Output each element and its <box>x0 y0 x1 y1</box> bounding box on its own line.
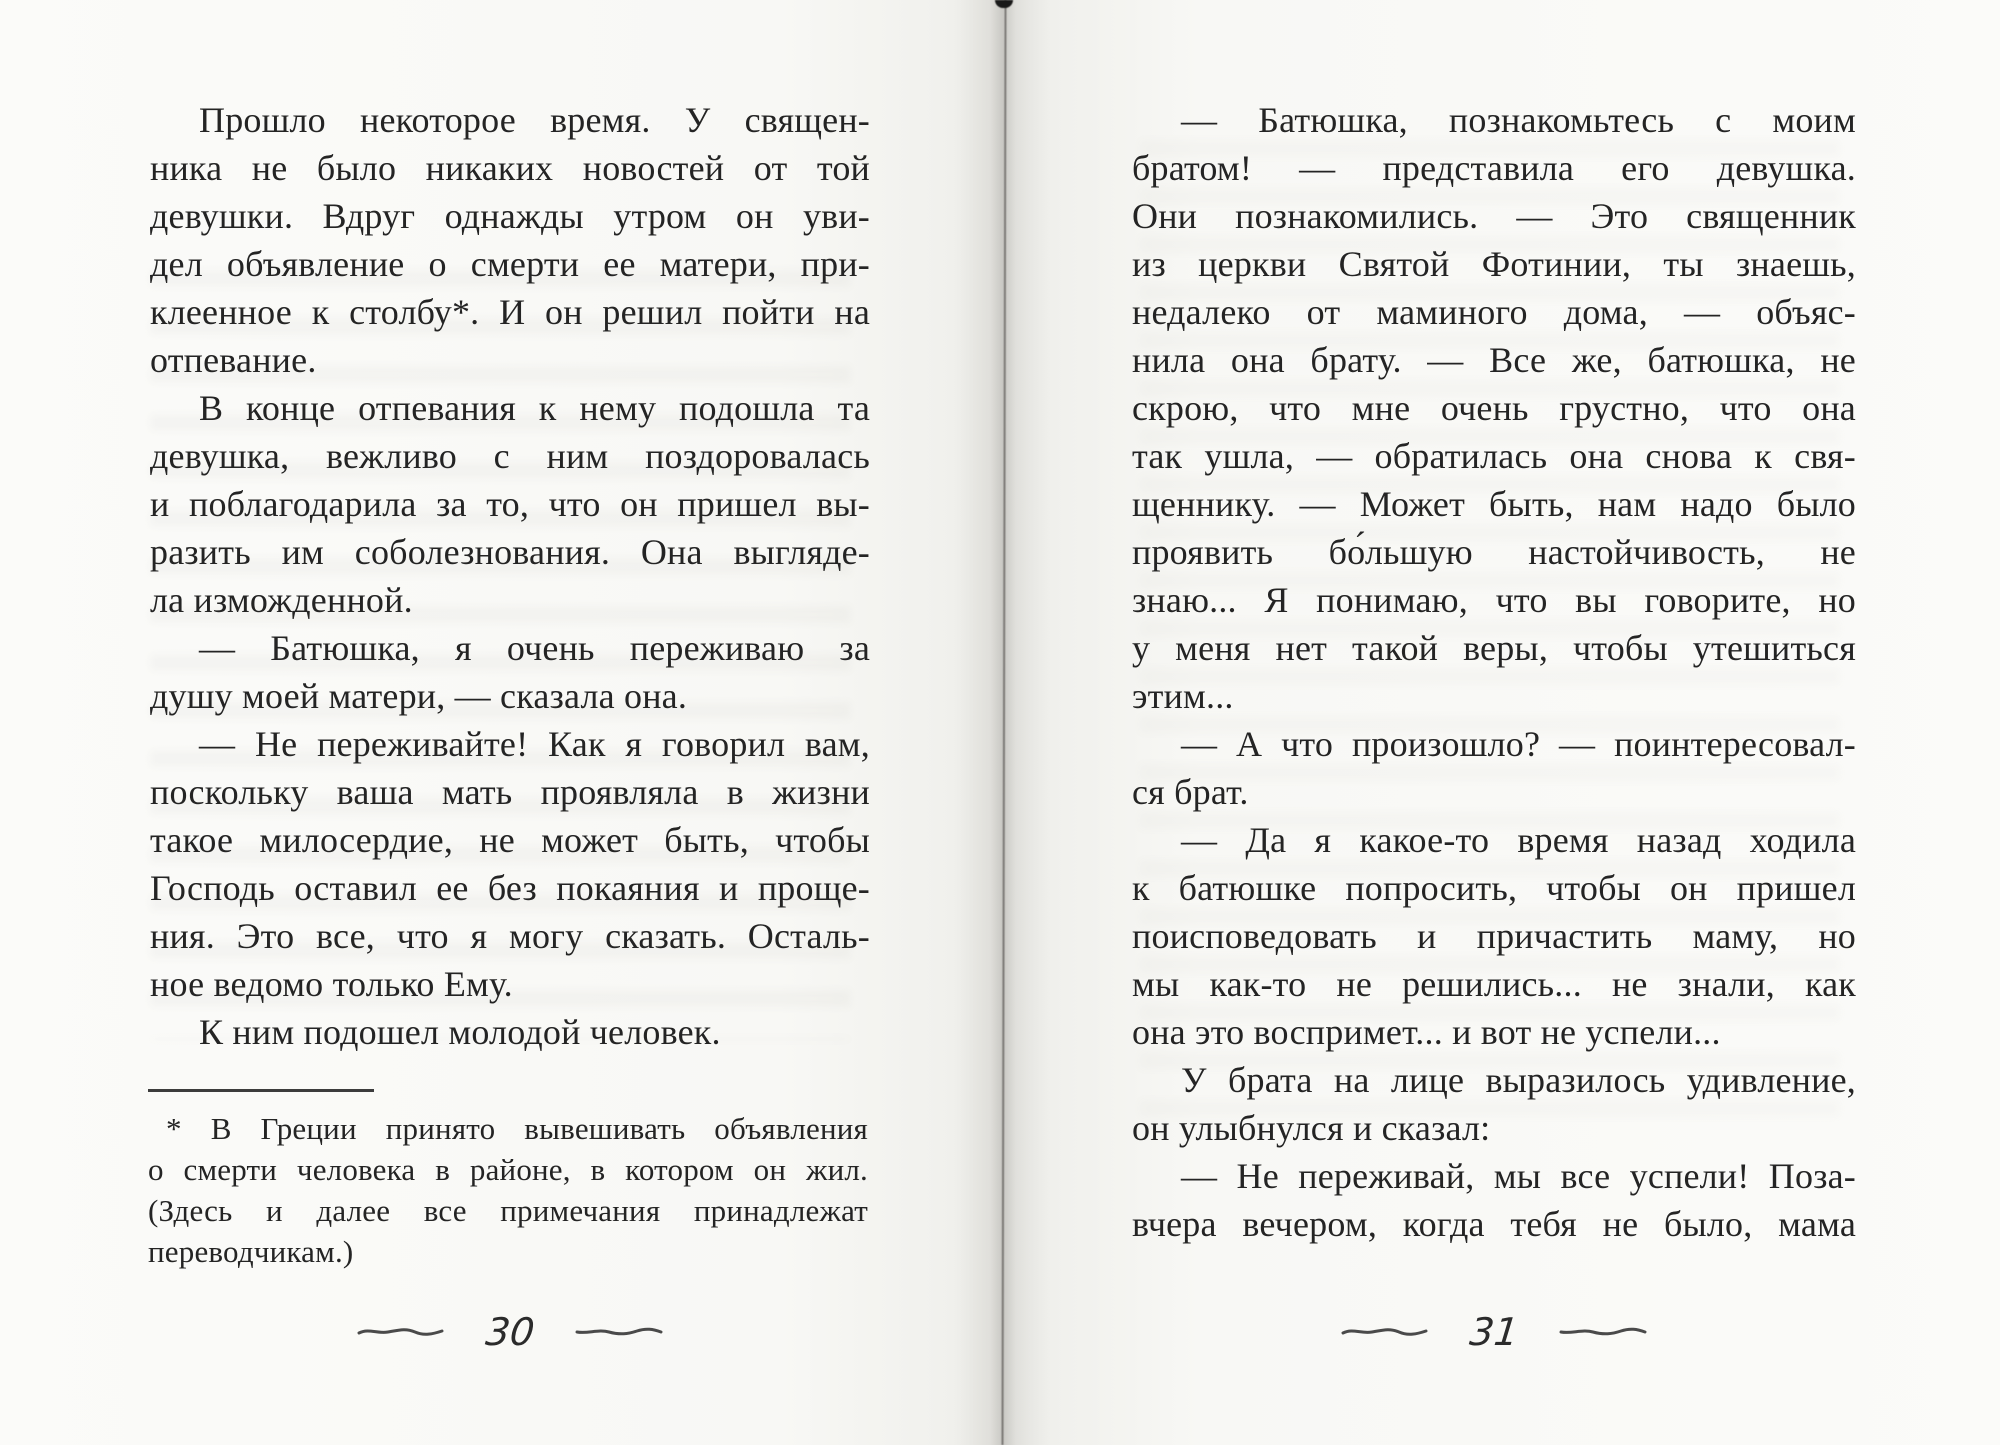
text-line: вчера вечером, когда тебя не было, мама <box>1132 1204 1856 1244</box>
right-page-text <box>1132 96 1856 1248</box>
text-line: у меня нет такой веры, чтобы утешиться <box>1132 628 1856 668</box>
text-line: недалеко от маминого дома, — объяс- <box>1132 292 1856 332</box>
text-line: — Батюшка, я очень переживаю за <box>199 628 870 668</box>
paragraph <box>150 624 870 720</box>
text-line: мы как-то не решились... не знали, как <box>1132 964 1856 1004</box>
paragraph <box>150 96 870 384</box>
text-line: У брата на лице выразилось удивление, <box>1181 1060 1856 1100</box>
right-page-footer <box>1132 1308 1856 1356</box>
text-line: отпевание. <box>150 340 317 380</box>
text-line: скрою, что мне очень грустно, что она <box>1132 388 1856 428</box>
text-line: он улыбнулся и сказал: <box>1132 1108 1491 1148</box>
left-page-text <box>150 96 870 1056</box>
text-line: и поблагодарила за то, что он пришел вы- <box>150 484 870 524</box>
text-line: ся брат. <box>1132 772 1249 812</box>
text-line: ника не было никаких новостей от той <box>150 148 870 188</box>
text-line: девушка, вежливо с ним поздоровалась <box>150 436 870 476</box>
text-line: переводчикам.) <box>148 1234 354 1269</box>
squiggle-right-icon <box>1558 1324 1648 1340</box>
text-line: проявить бо́льшую настойчивость, не <box>1132 532 1856 572</box>
text-line: — Не переживай, мы все успели! Поза- <box>1181 1156 1856 1196</box>
text-line: к батюшке попросить, чтобы он пришел <box>1132 868 1856 908</box>
text-line: она это воспримет... и вот не успели... <box>1132 1012 1721 1052</box>
text-line: Прошло некоторое время. У священ- <box>199 100 870 140</box>
text-line: такое милосердие, не может быть, чтобы <box>150 820 870 860</box>
page-number: 30 <box>483 1310 537 1354</box>
text-line: — Да я какое-то время назад ходила <box>1181 820 1856 860</box>
text-line: дел объявление о смерти ее матери, при- <box>150 244 870 284</box>
text-line: Они познакомились. — Это священник <box>1132 196 1856 236</box>
paragraph <box>1132 1056 1856 1152</box>
paragraph <box>1132 720 1856 816</box>
text-line: В конце отпевания к нему подошла та <box>199 388 870 428</box>
text-line: из церкви Святой Фотинии, ты знаешь, <box>1132 244 1856 284</box>
squiggle-left-icon <box>356 1324 446 1340</box>
text-line: братом! — представила его девушка. <box>1132 148 1856 188</box>
paragraph <box>150 720 870 1008</box>
paragraph <box>1132 816 1856 1056</box>
text-line: ное ведомо только Ему. <box>150 964 513 1004</box>
text-line: ла изможденной. <box>150 580 413 620</box>
text-line: * В Греции принято вывешивать объявления <box>166 1111 868 1146</box>
paragraph <box>148 1108 868 1272</box>
text-line: о смерти человека в районе, в котором он жил. <box>148 1152 868 1187</box>
paragraph <box>1132 1152 1856 1248</box>
text-line: (Здесь и далее все примечания принадлежат <box>148 1193 868 1228</box>
text-line: знаю... Я понимаю, что вы говорите, но <box>1132 580 1856 620</box>
text-line: девушки. Вдруг однажды утром он уви- <box>150 196 870 236</box>
text-line: поисповедовать и причастить маму, но <box>1132 916 1856 956</box>
footnote-divider <box>148 1089 374 1092</box>
text-line: душу моей матери, — сказала она. <box>150 676 688 716</box>
text-line: так ушла, — обратилась она снова к свя- <box>1132 436 1856 476</box>
paragraph <box>150 384 870 624</box>
squiggle-left-icon <box>1340 1324 1430 1340</box>
text-line: этим... <box>1132 676 1234 716</box>
text-line: поскольку ваша мать проявляла в жизни <box>150 772 870 812</box>
text-line: Господь оставил ее без покаяния и проще- <box>150 868 870 908</box>
text-line: щеннику. — Может быть, нам надо было <box>1132 484 1856 524</box>
footnote <box>148 1108 868 1272</box>
text-line: К ним подошел молодой человек. <box>199 1012 721 1052</box>
paragraph <box>150 1008 870 1056</box>
text-line: — Не переживайте! Как я говорил вам, <box>199 724 870 764</box>
left-page-footer <box>150 1308 870 1356</box>
text-line: разить им соболезнования. Она выгляде- <box>150 532 870 572</box>
paragraph <box>1132 96 1856 720</box>
squiggle-right-icon <box>574 1324 664 1340</box>
text-line: клеенное к столбу*. И он решил пойти на <box>150 292 870 332</box>
page-number: 31 <box>1467 1310 1521 1354</box>
text-line: ния. Это все, что я могу сказать. Осталь- <box>150 916 870 956</box>
text-line: — А что произошло? — поинтересовал- <box>1181 724 1856 764</box>
text-line: нила она брату. — Все же, батюшка, не <box>1132 340 1856 380</box>
text-line: — Батюшка, познакомьтесь с моим <box>1181 100 1856 140</box>
